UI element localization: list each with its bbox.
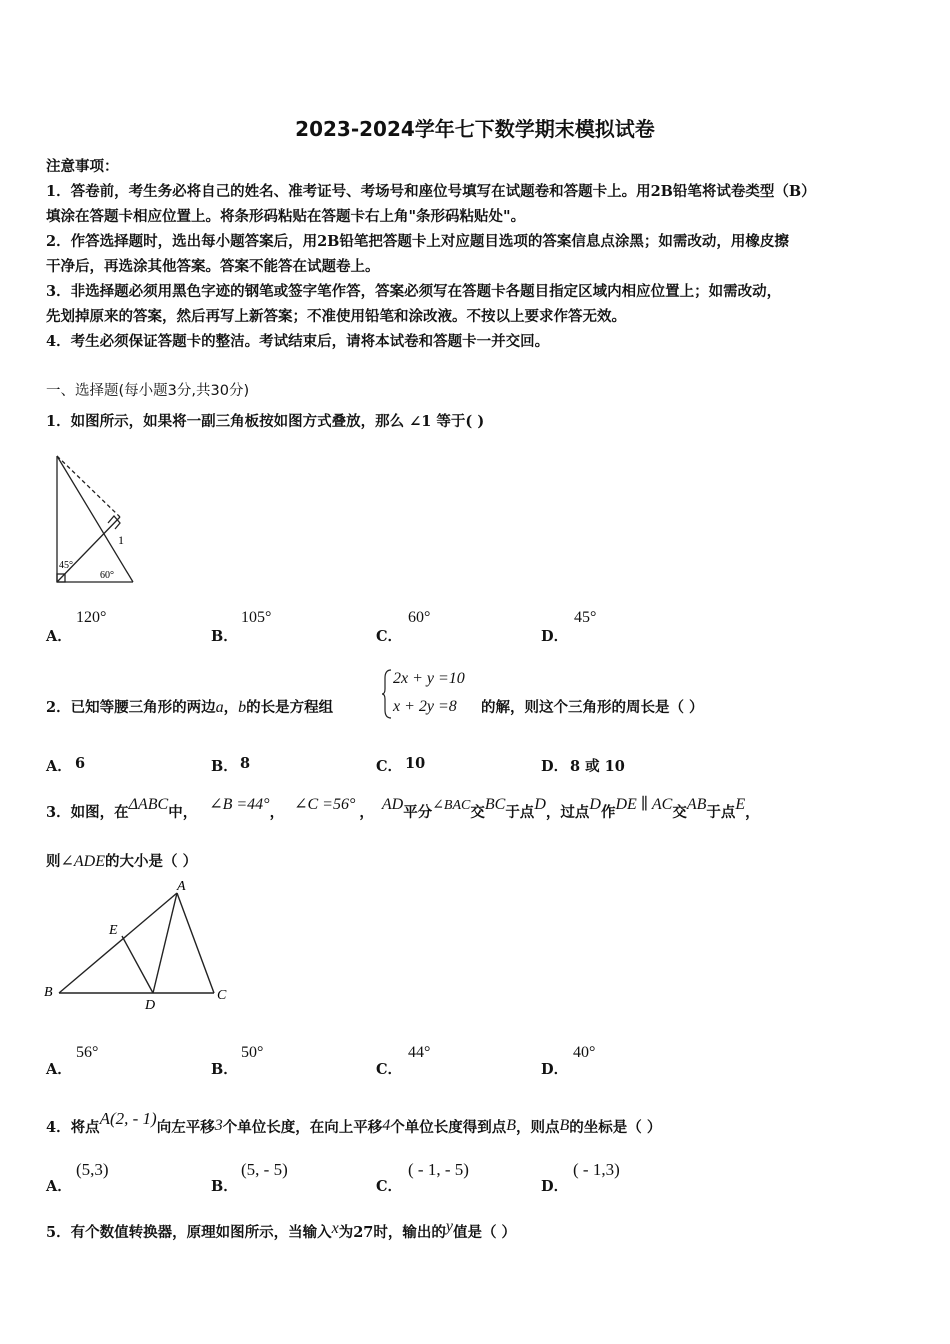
angle-60-label: 60° [100, 570, 114, 581]
q2-option-a-label: A． [46, 758, 72, 775]
q2-option-c-label: C． [376, 758, 403, 775]
equation-1: 2x + y =10 [393, 670, 465, 687]
section-heading: 一、选择题(每小题3分,共30分) [46, 383, 250, 399]
q4-option-d-value: ( - 1,3) [573, 1160, 620, 1179]
question-2-text: 2．已知等腰三角形的两边a，b的长是方程组 [46, 699, 334, 716]
q3-option-d-value: 40° [573, 1044, 596, 1061]
q1-option-b-label: B． [211, 628, 238, 645]
triangle-figure [42, 876, 237, 1016]
q4-option-c-label: C． [376, 1178, 403, 1195]
q3-option-b-value: 50° [241, 1044, 264, 1061]
notice-line: 3．非选择题必须用黑色字迹的钢笔或签字笔作答，答案必须写在答题卡各题目指定区域内相应位置上；如需改动， [46, 283, 782, 300]
point-a-label: A [177, 879, 186, 894]
q1-option-c-value: 60° [408, 609, 431, 626]
q4-option-a-value: (5,3) [76, 1160, 109, 1179]
q2-option-b-label: B． [211, 758, 238, 775]
notice-line: 2．作答选择题时，选出每小题答案后，用2B铅笔把答题卡上对应题目选项的答案信息点涂黑；如需改动，用橡皮擦 [46, 233, 789, 250]
notice-line: 1．答卷前，考生务必将自己的姓名、准考证号、考场号和座位号填写在试题卷和答题卡上。用2B铅笔将试卷类型（B） [46, 183, 816, 200]
q1-option-d-label: D． [541, 628, 569, 645]
question-3-text: 3．如图，在ΔABC中， ∠B =44°， ∠C =56° ， AD平分∠BAC交BC于点D，过点D作DE ∥ AC交AB于点E， [46, 796, 760, 821]
question-1-text: 1．如图所示，如果将一副三角板按如图方式叠放，那么 ∠1 等于( ) [46, 413, 485, 430]
question-4-text: 4．将点A(2, - 1)向左平移3个单位长度，在向上平移4个单位长度得到点B，则点B的坐标是（ ） [46, 1109, 662, 1136]
q2-option-c-value: 10 [405, 755, 426, 772]
angle-45-label: 45° [59, 560, 73, 571]
q1-option-a-label: A． [46, 628, 72, 645]
question-2-tail: 的解，则这个三角形的周长是（ ） [481, 699, 704, 716]
q3-option-a-label: A． [46, 1061, 72, 1078]
q3-option-c-value: 44° [408, 1044, 431, 1061]
notice-line: 4．考生必须保证答题卡的整洁。考试结束后，请将本试卷和答题卡一并交回。 [46, 333, 550, 350]
point-e-label: E [109, 923, 118, 938]
notice-heading: 注意事项： [46, 158, 119, 175]
set-squares-figure [48, 450, 143, 590]
equation-2: x + 2y =8 [393, 698, 457, 715]
q4-option-c-value: ( - 1, - 5) [408, 1160, 469, 1179]
notice-line: 填涂在答题卡相应位置上。将条形码粘贴在答题卡右上角"条形码粘贴处"。 [46, 208, 526, 225]
q4-option-a-label: A． [46, 1178, 72, 1195]
angle-1-label: 1 [118, 533, 124, 547]
q1-option-a-value: 120° [76, 609, 107, 626]
q2-option-d-label: D． [541, 758, 569, 775]
question-5-text: 5．有个数值转换器，原理如图所示，当输入x为27时，输出的y值是（ ） [46, 1218, 517, 1241]
point-b-label: B [44, 985, 53, 1000]
q1-option-d-value: 45° [574, 609, 597, 626]
q2-option-a-value: 6 [75, 755, 86, 772]
point-c-label: C [217, 988, 227, 1003]
q3-option-a-value: 56° [76, 1044, 99, 1061]
question-3-line2: 则∠ADE的大小是（ ） [46, 853, 198, 870]
equation-brace [381, 668, 393, 720]
q3-option-b-label: B． [211, 1061, 238, 1078]
q3-option-c-label: C． [376, 1061, 403, 1078]
q4-option-d-label: D． [541, 1178, 569, 1195]
q2-option-d-value: 8 或 10 [570, 758, 625, 775]
q2-option-b-value: 8 [240, 755, 251, 772]
notice-line: 先划掉原来的答案，然后再写上新答案；不准使用铅笔和涂改液。不按以上要求作答无效。 [46, 308, 626, 325]
q4-option-b-label: B． [211, 1178, 238, 1195]
page-title: 2023-2024学年七下数学期末模拟试卷 [295, 117, 655, 141]
q3-option-d-label: D． [541, 1061, 569, 1078]
point-d-label: D [145, 998, 156, 1013]
notice-line: 干净后，再选涂其他答案。答案不能答在试题卷上。 [46, 258, 380, 275]
q1-option-c-label: C． [376, 628, 403, 645]
q1-option-b-value: 105° [241, 609, 272, 626]
q4-option-b-value: (5, - 5) [241, 1160, 288, 1179]
